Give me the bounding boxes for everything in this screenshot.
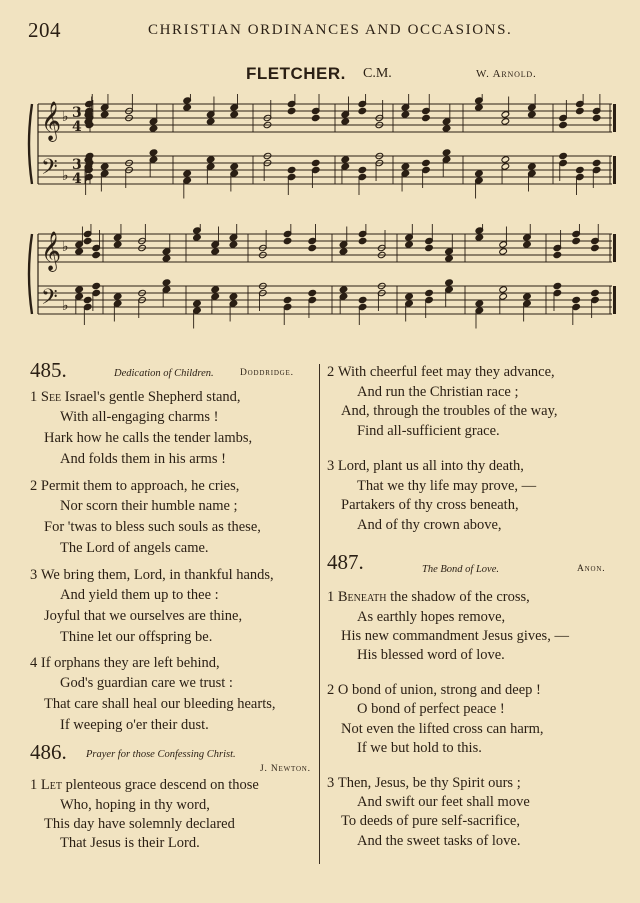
note-head — [83, 296, 92, 303]
treble-clef-icon: 𝄞 — [41, 101, 62, 141]
note-head — [501, 118, 510, 125]
stanza-2-line-4: If we but hold to this. — [357, 740, 482, 756]
note-head — [206, 118, 215, 125]
stanza-1-line-1: 1 Beneath the shadow of the cross, — [327, 589, 530, 605]
stanza-4-line-3: That care shall heal our bleeding hearts, — [44, 696, 276, 712]
stanza-3-line-3: Joyful that we ourselves are thine, — [44, 608, 243, 624]
stanza-1-line-2: With all-engaging charms ! — [60, 409, 219, 425]
running-title: CHRISTIAN ORDINANCES AND OCCASIONS. — [148, 22, 513, 38]
hymn-author: Anon. — [577, 564, 606, 574]
note-head — [358, 237, 367, 244]
note-head — [149, 149, 158, 156]
tune-name: FLETCHER. — [246, 64, 346, 83]
stanza-2-line-1: 2 Permit them to approach, he cries, — [30, 478, 240, 494]
note-head — [283, 237, 292, 244]
note-head — [311, 114, 320, 121]
note-head — [425, 244, 434, 251]
note-head — [92, 282, 101, 289]
note-head — [358, 107, 367, 114]
note-head — [523, 293, 532, 300]
tune-composer: W. Arnold. — [476, 68, 537, 80]
note-head — [211, 248, 220, 255]
note-head — [422, 159, 431, 166]
hymn-author: Doddridge. — [240, 368, 294, 378]
hymn-occasion: Prayer for those Confessing Christ. — [86, 749, 236, 760]
note-head — [287, 166, 296, 173]
note-head — [206, 156, 215, 163]
note-head — [283, 296, 292, 303]
note-head — [113, 241, 122, 248]
stanza-1-line-3: Hark how he calls the tender lambs, — [44, 430, 253, 446]
note-head — [401, 163, 410, 170]
treble-clef-icon: 𝄞 — [41, 231, 62, 271]
note-head — [501, 156, 510, 163]
flat-sign-icon: ♭ — [62, 109, 69, 125]
note-head — [591, 289, 600, 296]
stanza-2-line-3: Not even the lifted cross can harm, — [341, 721, 544, 737]
note-head — [499, 286, 508, 293]
note-head — [445, 255, 454, 262]
note-head — [229, 293, 238, 300]
stanza-2-line-4: The Lord of angels came. — [60, 540, 209, 556]
stanza-3-line-2: And yield them up to thee : — [60, 587, 219, 603]
tune-header — [0, 64, 640, 86]
note-head — [230, 111, 239, 118]
hymn-number: 486. — [30, 740, 67, 764]
note-head — [405, 241, 414, 248]
hymn-486 — [30, 740, 318, 856]
note-head — [442, 125, 451, 132]
hymn-occasion: The Bond of Love. — [422, 564, 499, 575]
system-bracket — [29, 234, 32, 314]
note-head — [422, 114, 431, 121]
time-signature: 4 — [72, 171, 82, 187]
page-number: 204 — [28, 18, 61, 42]
note-head — [92, 251, 101, 258]
stanza-3-line-1: 3 We bring them, Lord, in thankful hands, — [30, 567, 274, 583]
note-head — [193, 234, 202, 241]
note-head — [183, 104, 192, 111]
note-head — [475, 234, 484, 241]
stanza-1-line-1: 1 See Israel's gentle Shepherd stand, — [30, 389, 241, 405]
flat-sign-icon: ♭ — [62, 168, 69, 184]
music-system-1 — [0, 94, 640, 224]
stanza-3-line-3: To deeds of pure self-sacrifice, — [341, 813, 520, 829]
note-head — [475, 104, 484, 111]
note-head — [308, 244, 317, 251]
note-head — [358, 166, 367, 173]
note-head — [553, 251, 562, 258]
note-head — [576, 166, 585, 173]
stanza-2-line-1: 2 O bond of union, strong and deep ! — [327, 682, 541, 698]
note-head — [425, 289, 434, 296]
note-head — [100, 111, 109, 118]
hymn-number: 485. — [30, 358, 67, 382]
tune-meter: C.M. — [363, 66, 392, 81]
stanza-1-line-3: His new commandment Jesus gives, — — [341, 628, 569, 644]
stanza-1-line-4: His blessed word of love. — [357, 647, 505, 663]
stanza-3-line-4: And of thy crown above, — [357, 517, 502, 533]
hymn-number: 487. — [327, 550, 364, 574]
note-head — [528, 111, 537, 118]
note-head — [162, 255, 171, 262]
stanza-2-line-3: And, through the troubles of the way, — [341, 403, 558, 419]
note-head — [162, 279, 171, 286]
note-head — [401, 111, 410, 118]
time-signature: 4 — [72, 119, 82, 135]
bass-clef-icon: 𝄢 — [41, 285, 58, 315]
note-head — [475, 170, 484, 177]
note-head — [85, 152, 94, 159]
stanza-4-line-4: If weeping o'er their dust. — [60, 717, 209, 733]
stanza-1-line-2: Who, hoping in thy word, — [60, 797, 210, 813]
note-head — [113, 293, 122, 300]
hymn-486-continued — [327, 364, 617, 544]
stanza-3-line-3: Partakers of thy cross beneath, — [341, 497, 519, 513]
stanza-4-line-1: 4 If orphans they are left behind, — [30, 655, 220, 671]
note-head — [308, 289, 317, 296]
column-divider — [319, 364, 320, 864]
stanza-1-line-4: And folds them in his arms ! — [60, 451, 226, 467]
note-head — [193, 300, 202, 307]
note-head — [100, 163, 109, 170]
note-head — [311, 159, 320, 166]
note-head — [523, 241, 532, 248]
note-head — [592, 159, 601, 166]
flat-sign-icon: ♭ — [62, 298, 69, 314]
system-bracket — [29, 104, 32, 184]
note-head — [405, 293, 414, 300]
note-head — [339, 248, 348, 255]
note-head — [553, 282, 562, 289]
stanza-3-line-4: Thine let our offspring be. — [60, 629, 213, 645]
note-head — [442, 149, 451, 156]
stanza-3-line-1: 3 Lord, plant us all into thy death, — [327, 458, 524, 474]
note-head — [183, 170, 192, 177]
running-head — [28, 18, 612, 46]
note-head — [445, 279, 454, 286]
stanza-3-line-2: And swift our feet shall move — [357, 794, 530, 810]
note-head — [576, 107, 585, 114]
stanza-4-line-2: God's guardian care we trust : — [60, 675, 233, 691]
stanza-3-line-4: And the sweet tasks of love. — [357, 833, 521, 849]
stanza-1-line-4: That Jesus is their Lord. — [60, 835, 200, 851]
final-bar — [613, 156, 616, 184]
note-head — [528, 163, 537, 170]
note-head — [475, 300, 484, 307]
flat-sign-icon: ♭ — [62, 239, 69, 255]
hymn-author: J. Newton. — [260, 764, 311, 774]
note-head — [287, 107, 296, 114]
note-head — [149, 125, 158, 132]
stanza-2-line-2: And run the Christian race ; — [357, 384, 519, 400]
final-bar — [613, 104, 616, 132]
stanza-2-line-1: 2 With cheerful feet may they advance, — [327, 364, 555, 380]
note-head — [339, 286, 348, 293]
hymn-485 — [30, 358, 318, 734]
stanza-1-line-2: As earthly hopes remove, — [357, 609, 506, 625]
note-head — [341, 156, 350, 163]
note-head — [591, 244, 600, 251]
note-head — [559, 152, 568, 159]
note-head — [592, 114, 601, 121]
note-head — [341, 118, 350, 125]
note-head — [572, 296, 581, 303]
note-head — [229, 241, 238, 248]
stanza-3-line-1: 3 Then, Jesus, be thy Spirit ours ; — [327, 775, 521, 791]
stanza-2-line-2: Nor scorn their humble name ; — [60, 498, 238, 514]
bass-clef-icon: 𝄢 — [41, 155, 58, 185]
note-head — [75, 286, 84, 293]
final-bar — [613, 286, 616, 314]
stanza-1-line-1: 1 Let plenteous grace descend on those — [30, 777, 259, 793]
stanza-2-line-2: O bond of perfect peace ! — [357, 701, 505, 717]
time-signature: 3 — [72, 105, 82, 121]
note-head — [211, 286, 220, 293]
note-head — [572, 237, 581, 244]
note-head — [559, 121, 568, 128]
note-head — [75, 248, 84, 255]
stanza-2-line-3: For 'twas to bless such souls as these, — [44, 519, 261, 535]
hymn-487 — [327, 550, 617, 856]
music-system-2 — [0, 224, 640, 354]
note-head — [230, 163, 239, 170]
note-head — [499, 248, 508, 255]
note-head — [358, 296, 367, 303]
stanza-3-line-2: That we thy life may prove, — — [357, 478, 537, 494]
final-bar — [613, 234, 616, 262]
time-signature: 3 — [72, 157, 82, 173]
stanza-1-line-3: This day have solemnly declared — [44, 816, 235, 832]
note-head — [83, 237, 92, 244]
stanza-2-line-4: Find all-sufficient grace. — [357, 423, 500, 439]
hymn-occasion: Dedication of Children. — [114, 368, 214, 379]
